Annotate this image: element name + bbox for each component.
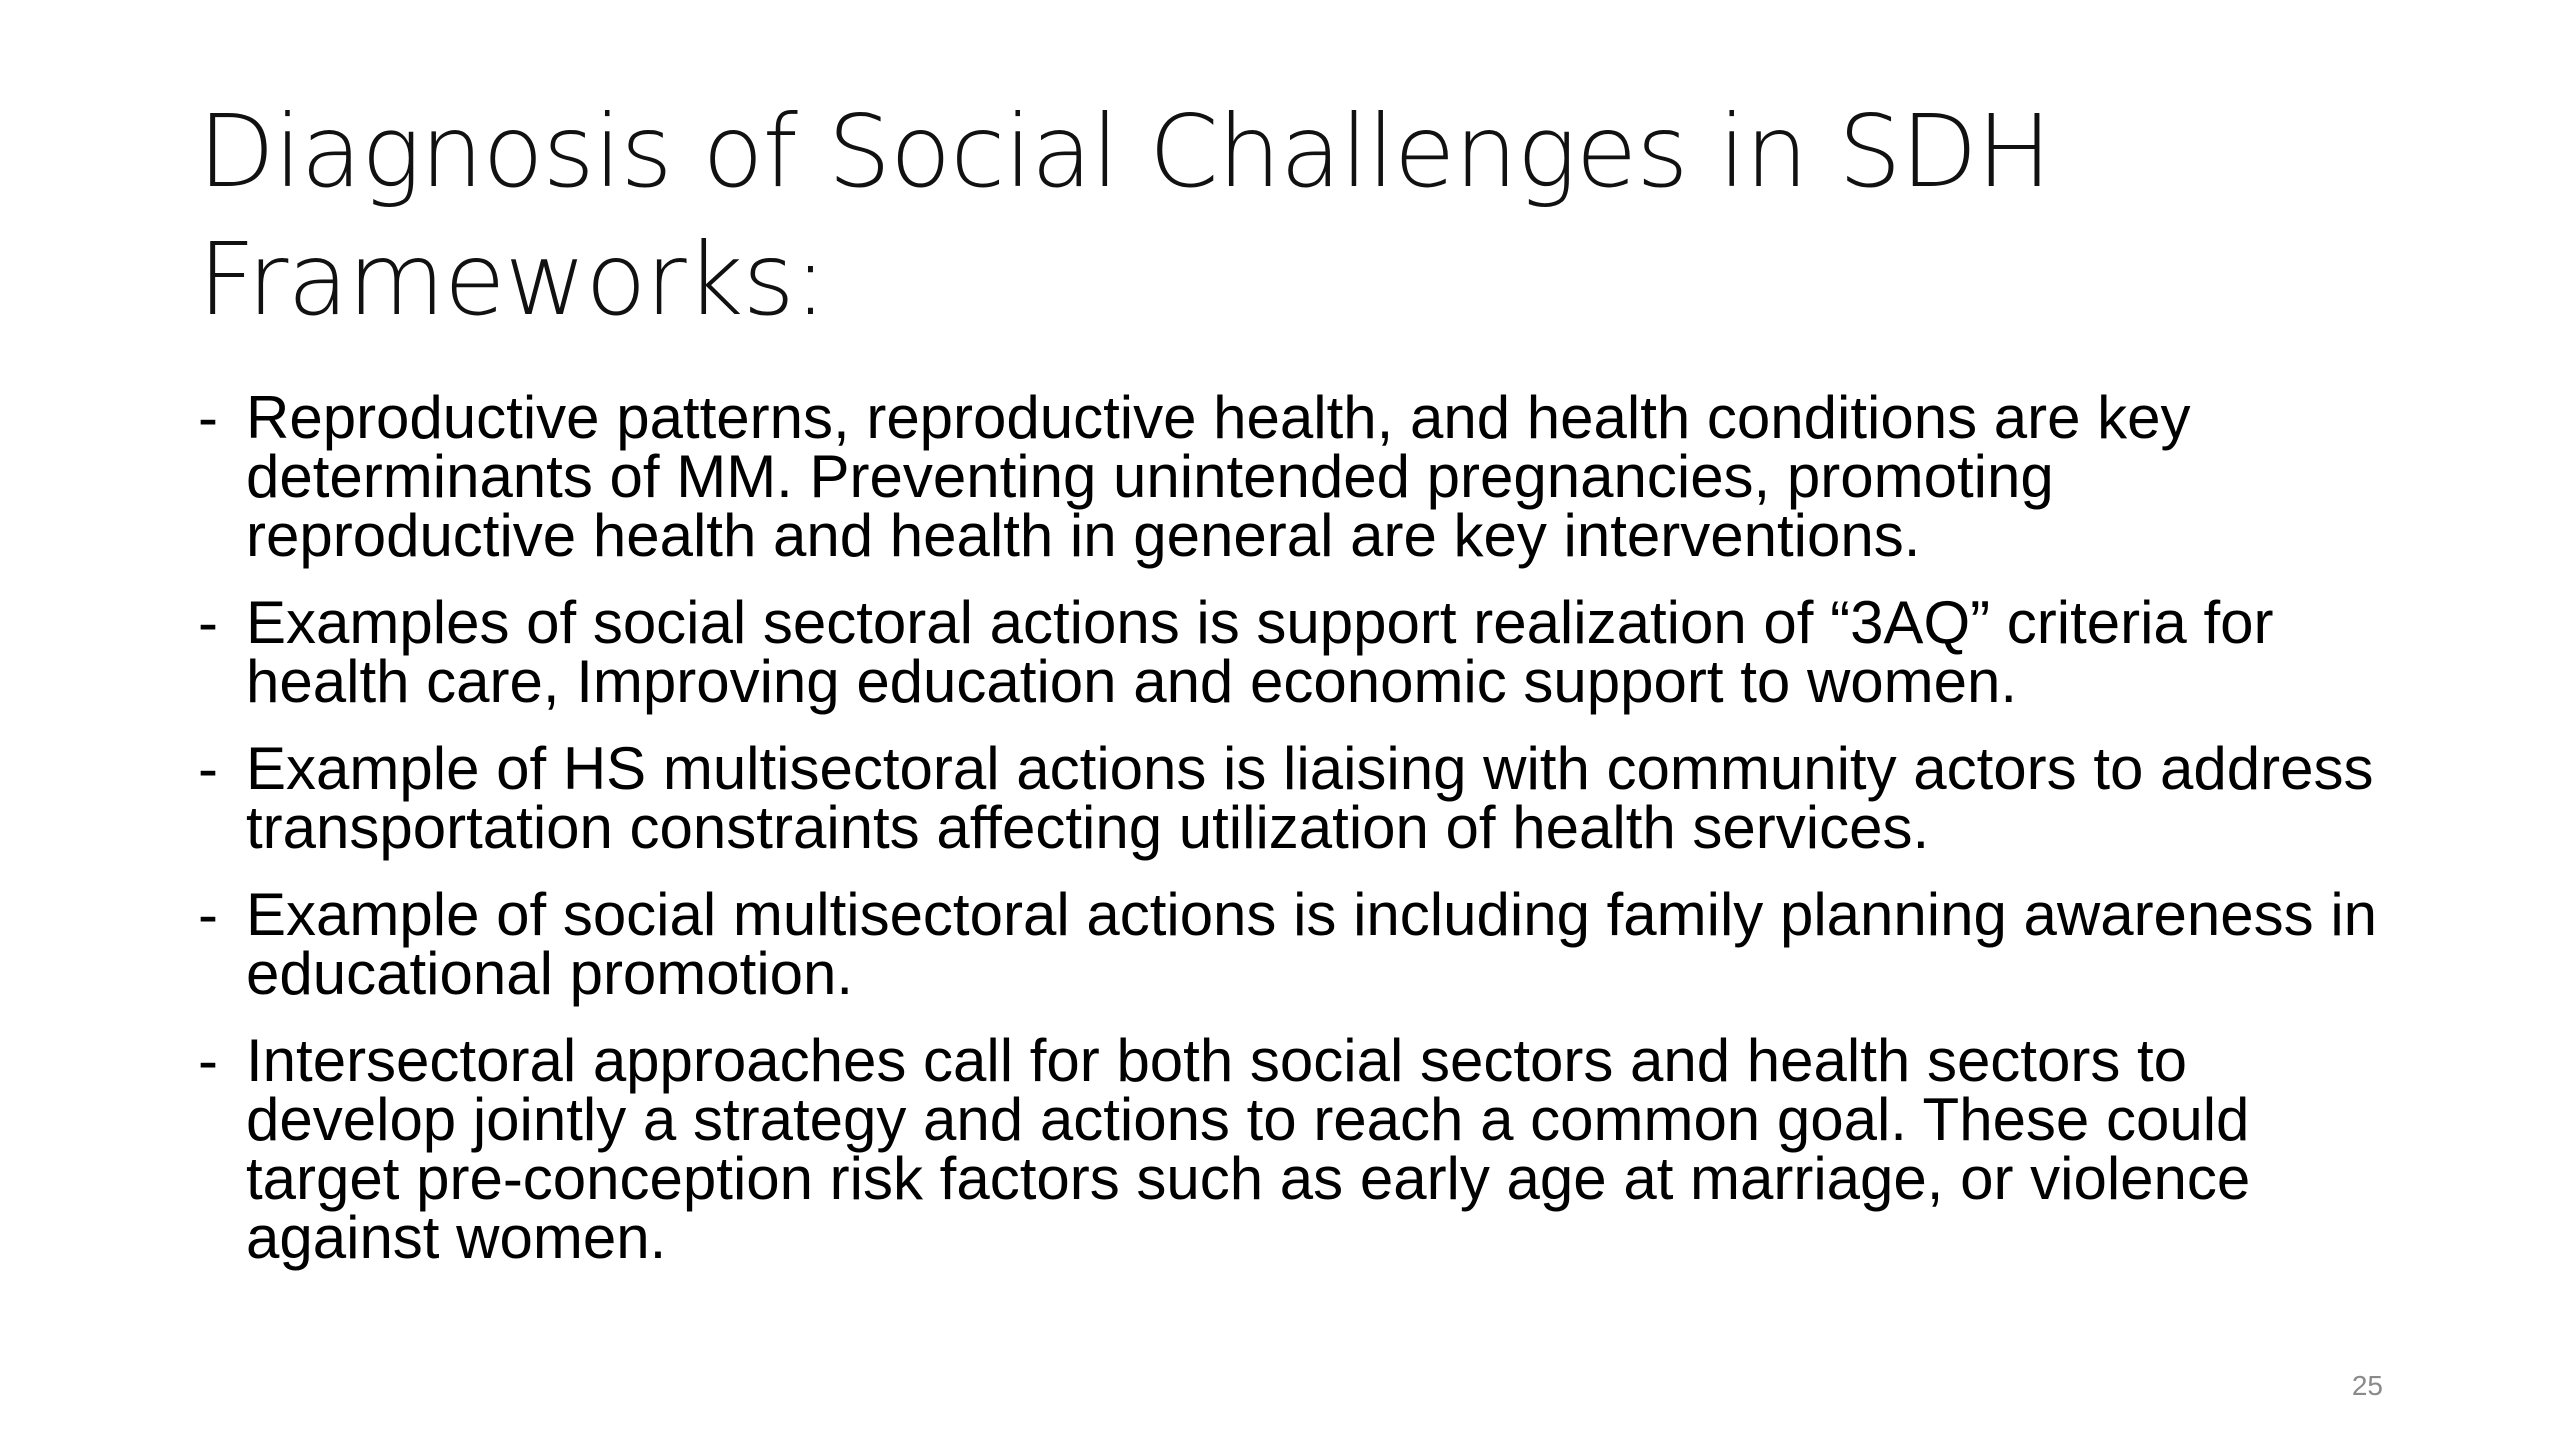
bullet-text: Intersectoral approaches call for both social sectors and health sectors to develop jointly a strategy and actions to reach a common goal. These could target pre-conception risk factors such as early age at marriage, or violence against women. — [246, 1027, 2251, 1271]
bullet-item — [198, 384, 2398, 569]
bullet-text: Reproductive patterns, reproductive health, and health conditions are key determinants of MM. Preventing unintended pregnancies, promoting reproductive health and health in general are key interventions. — [246, 384, 2191, 569]
bullet-list — [198, 384, 2398, 1295]
bullet-dash: - — [198, 589, 218, 656]
bullet-item — [198, 1027, 2398, 1271]
bullet-dash: - — [198, 735, 218, 802]
bullet-item — [198, 589, 2398, 715]
bullet-text: Examples of social sectoral actions is support realization of “3AQ” criteria for health care, Improving education and economic support to women. — [246, 589, 2274, 715]
bullet-text: Example of social multisectoral actions is including family planning awareness in educational promotion. — [246, 881, 2378, 1007]
bullet-item — [198, 735, 2398, 861]
bullet-dash: - — [198, 1027, 218, 1094]
slide-title: Diagnosis of Social Challenges in SDH Frameworks: — [198, 93, 2051, 338]
bullet-item — [198, 881, 2398, 1007]
bullet-text: Example of HS multisectoral actions is liaising with community actors to address transportation constraints affecting utilization of health services. — [246, 735, 2374, 861]
bullet-dash: - — [198, 881, 218, 948]
bullet-dash: - — [198, 384, 218, 451]
slide-number: 25 — [2351, 1370, 2383, 1401]
